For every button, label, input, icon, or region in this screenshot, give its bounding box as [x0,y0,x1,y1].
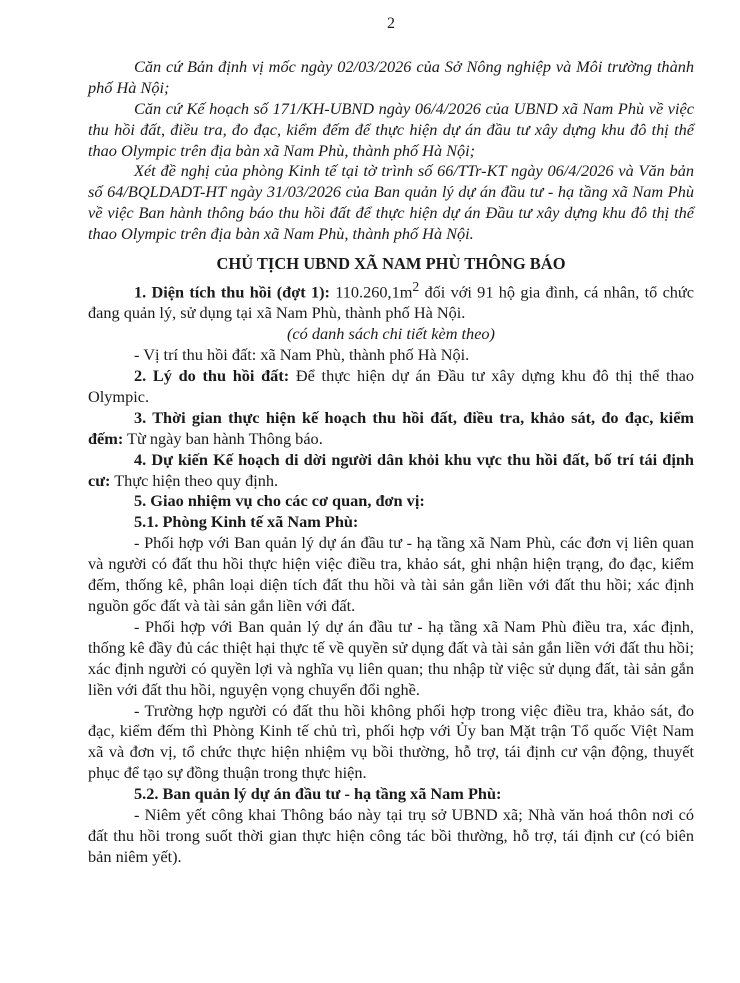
section-1-label: 1. Diện tích thu hồi (đợt 1): [134,282,330,302]
section-5-1-label: 5.1. Phòng Kinh tế xã Nam Phù: [134,512,359,532]
section-1-text-a: 110.260,1m [329,282,413,302]
section-1-superscript: 2 [412,278,420,294]
section-5-2-label: 5.2. Ban quản lý dự án đầu tư - hạ tầng xã Nam Phù: [134,784,502,804]
notice-heading: CHỦ TỊCH UBND XÃ NAM PHÙ THÔNG BÁO [216,254,566,274]
section-1-text-b: đối với 91 hộ gia đình, cá nhân, tổ chức đang quản lý, sử dụng tại xã Nam Phù, thành phố Hà Nội. [88,282,694,323]
section-3-text: Từ ngày ban hành Thông báo. [123,428,323,448]
section-5-1-item: - Trường hợp người có đất thu hồi không phối hợp trong việc điều tra, khảo sát, đo đạc, kiểm đếm thì Phòng Kinh tế chủ trì, phối hợp với Ủy ban Mặt trận Tổ quốc Việt Nam xã và đơn vị, tổ chức thực hiện nhiệm vụ bồi thường, hỗ trợ, tái định cư vận động, thuyết phục để tạo sự đồng thuận trong thực hiện. [88,700,694,783]
preamble-paragraph-3: Xét đề nghị của phòng Kinh tế tại tờ trình số 66/TTr-KT ngày 06/4/2026 và Văn bản số 64/BQLDADT-HT ngày 31/03/2026 của Ban quản lý dự án đầu tư - hạ tầng xã Nam Phù về việc Ban hành thông báo thu hồi đất để thực hiện dự án Đầu tư xây dựng khu đô thị thể thao Olympic trên địa bàn xã Nam Phù, thành phố Hà Nội. [88,161,694,244]
section-4-paragraph [88,450,694,492]
section-5-1-item: - Phối hợp với Ban quản lý dự án đầu tư - hạ tầng xã Nam Phù điều tra, xác định, thống kê đầy đủ các thiệt hại thực tế về quyền sử dụng đất và tài sản gắn liền với đất thu hồi; xác định người có quyền lợi và nghĩa vụ liên quan; thu nhập từ việc sử dụng đất, tài sản gắn liền với đất thu hồi, nguyện vọng chuyển đổi nghề. [88,616,694,699]
section-2-paragraph [88,366,694,408]
section-5-label: 5. Giao nhiệm vụ cho các cơ quan, đơn vị: [134,491,425,511]
section-5-1-heading [88,512,694,533]
section-4-text: Thực hiện theo quy định. [110,470,279,490]
page-number: 2 [387,15,395,32]
preamble-paragraph-2: Căn cứ Kế hoạch số 171/KH-UBND ngày 06/4/2026 của UBND xã Nam Phù về việc thu hồi đất, điều tra, đo đạc, kiểm đếm để thực hiện dự án đầu tư xây dựng khu đô thị thể thao Olympic trên địa bàn xã Nam Phù, thành phố Hà Nội; [88,98,694,160]
preamble-paragraph-1: Căn cứ Bản định vị mốc ngày 02/03/2026 của Sở Nông nghiệp và Môi trường thành phố Hà Nội; [88,56,694,97]
section-5-1-item: - Phối hợp với Ban quản lý dự án đầu tư - hạ tầng xã Nam Phù, các đơn vị liên quan và người có đất thu hồi thực hiện việc điều tra, khảo sát, ghi nhận hiện trạng, đo đạc, kiểm đếm, thống kê, phân loại diện tích đất thu hồi và tài sản gắn liền với đất thu hồi; xác định nguồn gốc đất và tài sản gắn liền với đất. [88,533,694,615]
section-5-2-heading [88,784,694,805]
section-5-2-item: - Niêm yết công khai Thông báo này tại trụ sở UBND xã; Nhà văn hoá thôn nơi có đất thu hồi trong suốt thời gian thực hiện công tác bồi thường, hỗ trợ, tái định cư (có biên bản niêm yết). [88,805,694,866]
section-1-note: (có danh sách chi tiết kèm theo) [287,324,495,344]
section-4-label: 4. Dự kiến Kế hoạch di dời người dân khỏi khu vực thu hồi đất, bố trí tái định cư: [88,449,694,490]
section-1-location: - Vị trí thu hồi đất: xã Nam Phù, thành phố Hà Nội. [134,345,470,365]
section-1-paragraph [88,277,694,324]
section-3-paragraph [88,408,694,450]
section-2-text: Để thực hiện dự án Đầu tư xây dựng khu đô thị thể thao Olympic. [88,366,694,406]
section-2-label: 2. Lý do thu hồi đất: [134,366,290,386]
section-5-heading [88,491,694,512]
section-3-label: 3. Thời gian thực hiện kế hoạch thu hồi đất, điều tra, khảo sát, đo đạc, kiểm đếm: [88,407,694,448]
